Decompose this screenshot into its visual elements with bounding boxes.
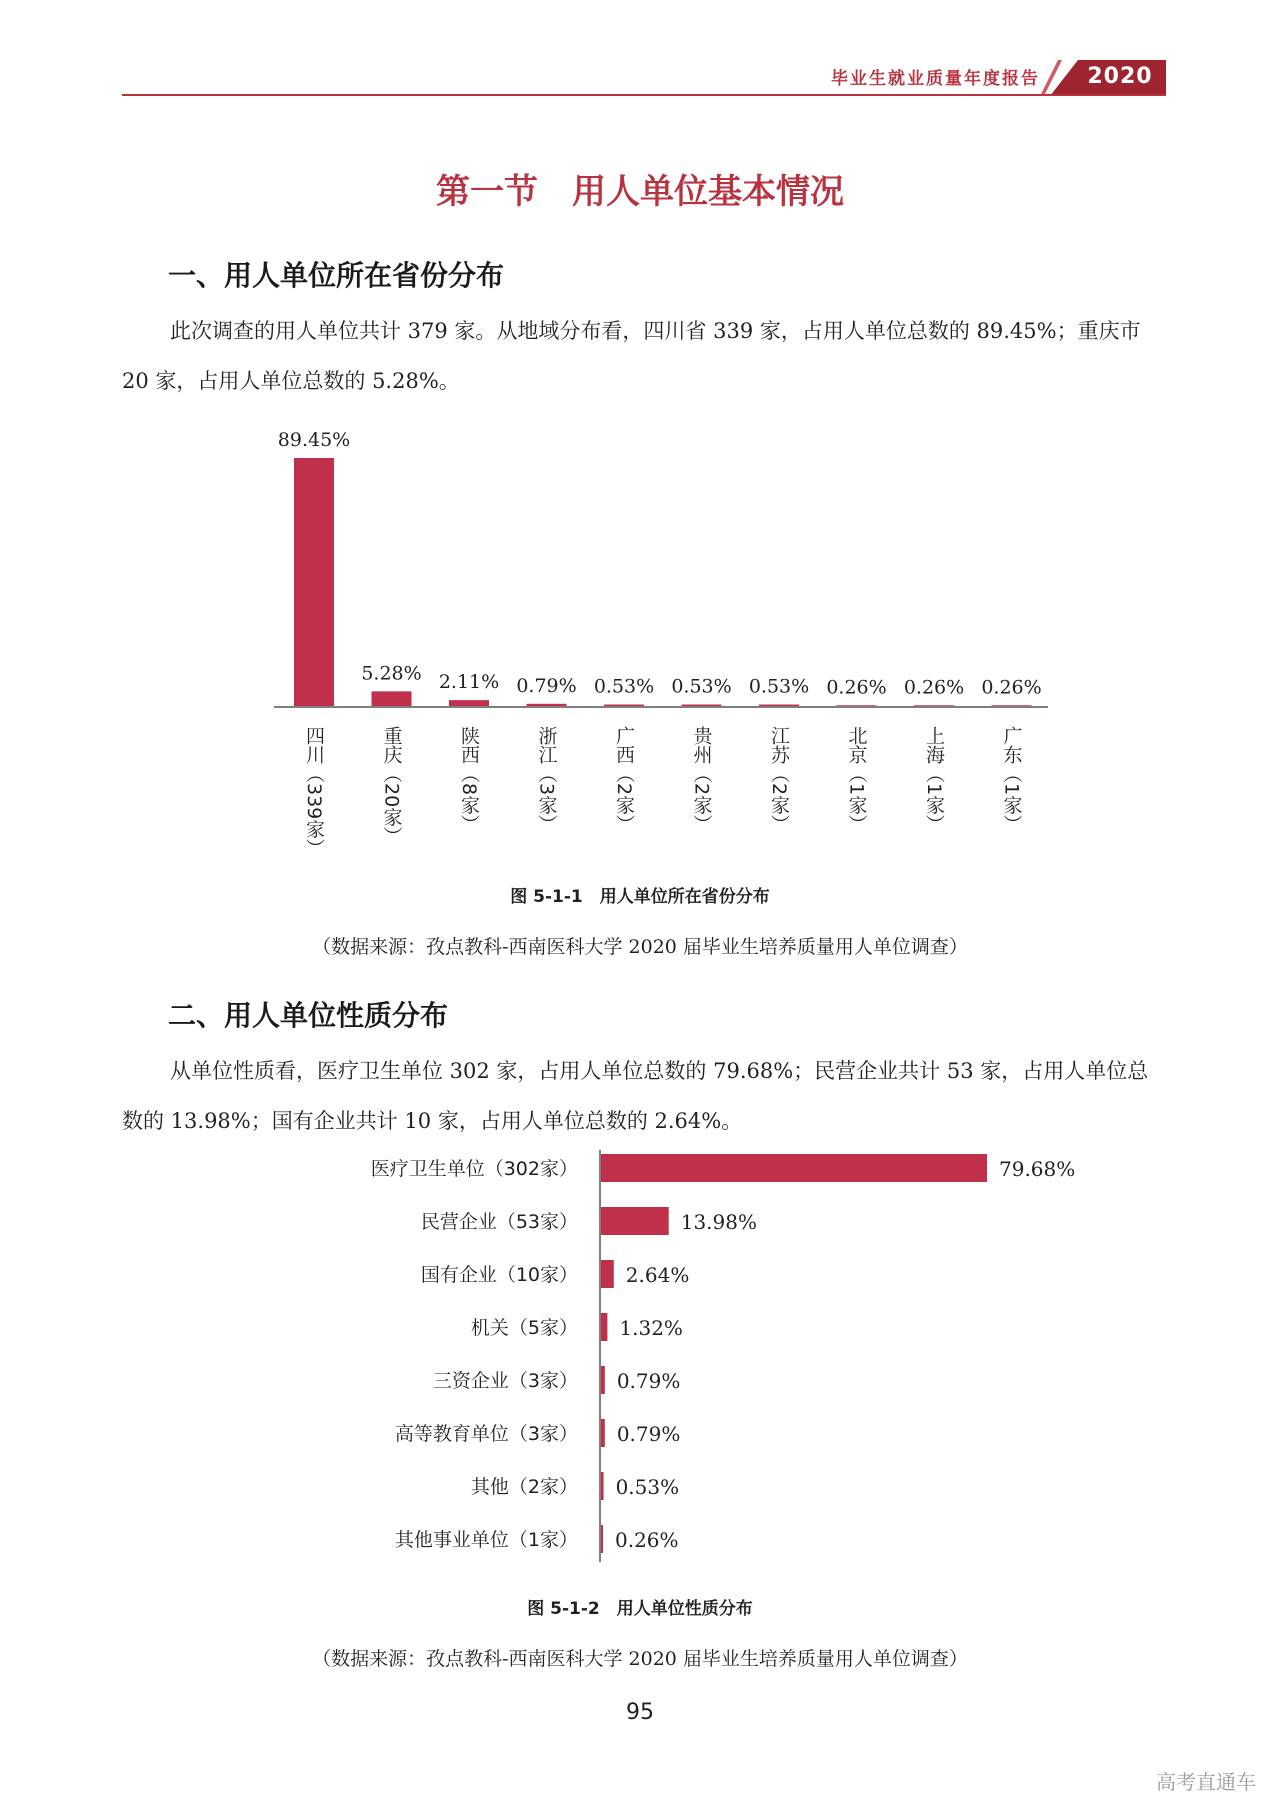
chart1-source: （数据来源：孜点教科-西南医科大学 2020 届毕业生培养质量用人单位调查）	[312, 936, 968, 958]
report-header-title: 毕业生就业质量年度报告	[831, 69, 1040, 89]
bar	[601, 1472, 604, 1500]
category-label: 四川（339家）	[303, 726, 325, 858]
data-label: 0.53%	[671, 675, 732, 698]
category-label: 其他（2家）	[470, 1476, 578, 1498]
data-label: 0.53%	[748, 675, 810, 698]
data-label: 0.79%	[616, 1369, 681, 1393]
data-label: 0.53%	[593, 675, 655, 698]
bar	[527, 704, 567, 706]
category-label: 其他事业单位（1家）	[394, 1529, 578, 1551]
bar	[601, 1260, 614, 1288]
unit-nature-chart	[0, 1150, 1280, 1580]
category-label: 贵州（2家）	[690, 726, 713, 834]
category-label: 浙江（3家）	[535, 726, 558, 834]
category-label: 广西（2家）	[613, 726, 635, 834]
bar	[759, 705, 799, 706]
page-number: 95	[626, 1700, 654, 1725]
chart1-caption: 图 5-1-1 用人单位所在省份分布	[510, 887, 770, 907]
category-label: 国有企业（10家）	[420, 1264, 578, 1286]
bar	[601, 1366, 605, 1394]
category-label: 重庆（20家）	[380, 726, 403, 846]
data-label: 0.79%	[616, 1422, 681, 1446]
bar	[601, 1419, 605, 1447]
bar	[601, 1207, 669, 1235]
data-label: 0.26%	[826, 676, 887, 699]
province-distribution-chart	[0, 410, 1280, 880]
section-title: 第一节 用人单位基本情况	[436, 172, 844, 212]
bar	[837, 705, 877, 706]
bar	[682, 705, 722, 706]
category-label: 民营企业（53家）	[420, 1211, 578, 1233]
data-label: 89.45%	[277, 429, 351, 451]
bar	[601, 1313, 607, 1341]
bar	[294, 458, 334, 706]
part2-heading: 二、用人单位性质分布	[168, 999, 449, 1032]
data-label: 0.26%	[615, 1528, 679, 1552]
header-rule	[122, 94, 1166, 96]
bar	[372, 691, 412, 706]
header-year: 2020	[1087, 64, 1153, 89]
category-label: 北京（1家）	[845, 726, 868, 834]
data-label: 2.11%	[438, 671, 500, 694]
part2-paragraph: 从单位性质看，医疗卫生单位 302 家，占用人单位总数的 79.68%；民营企业共计 53 家，占用人单位总数的 13.98%；国有企业共计 10 家，占用人单位总数的 2.64%。	[122, 1059, 1149, 1133]
part1-heading: 一、用人单位所在省份分布	[168, 259, 505, 292]
data-label: 0.26%	[903, 676, 965, 699]
data-label: 2.64%	[625, 1263, 690, 1287]
category-label: 上海（1家）	[923, 726, 945, 834]
category-label: 高等教育单位（3家）	[394, 1423, 578, 1445]
data-label: 1.32%	[619, 1316, 683, 1340]
data-label: 0.26%	[981, 676, 1042, 699]
category-label: 三资企业（3家）	[432, 1370, 578, 1392]
bar	[601, 1525, 603, 1553]
bar	[992, 705, 1032, 706]
data-label: 0.53%	[615, 1475, 680, 1499]
part1-paragraph: 此次调查的用人单位共计 379 家。从地域分布看，四川省 339 家，占用人单位总数的 89.45%；重庆市 20 家，占用人单位总数的 5.28%。	[122, 319, 1141, 393]
category-label: 陕西（8家）	[458, 726, 480, 834]
category-label: 医疗卫生单位（302家）	[370, 1158, 578, 1180]
data-label: 5.28%	[361, 662, 422, 685]
data-label: 13.98%	[680, 1210, 757, 1234]
category-label: 机关（5家）	[470, 1317, 578, 1339]
bar	[601, 1154, 987, 1182]
category-label: 江苏（2家）	[768, 726, 790, 834]
bar	[604, 705, 644, 706]
category-label: 广东（1家）	[1000, 726, 1023, 834]
chart2-source: （数据来源：孜点教科-西南医科大学 2020 届毕业生培养质量用人单位调查）	[312, 1648, 968, 1670]
chart2-caption: 图 5-1-2 用人单位性质分布	[527, 1599, 753, 1619]
watermark: 高考直通车	[1156, 1770, 1256, 1794]
bar	[914, 705, 954, 706]
data-label: 79.68%	[999, 1157, 1076, 1181]
data-label: 0.79%	[516, 674, 577, 697]
bar	[449, 700, 489, 706]
